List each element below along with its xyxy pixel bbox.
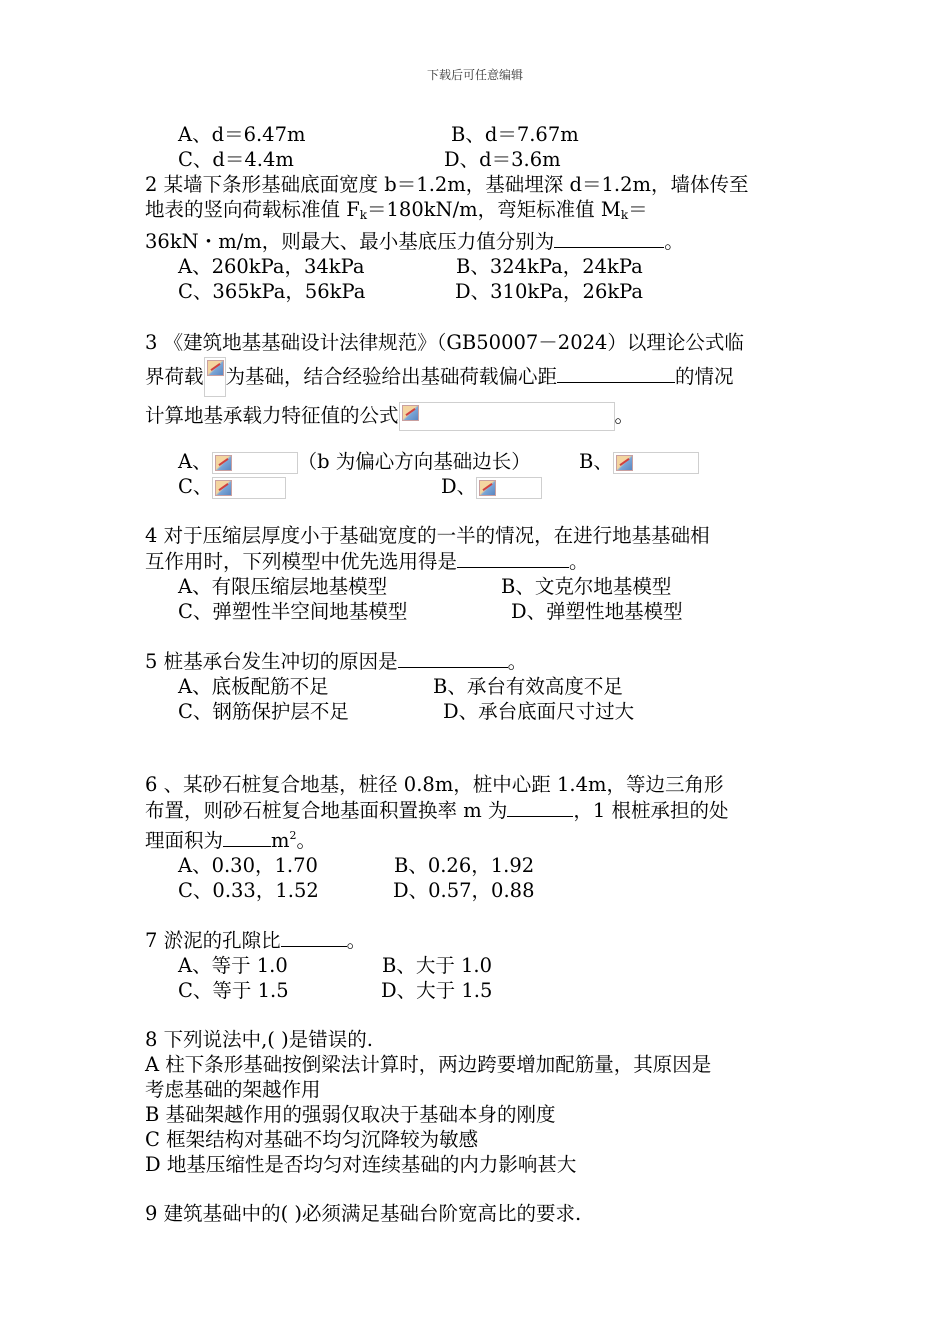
q5-option-b: B、承台有效高度不足 [433,675,623,698]
q4-option-d: D、弹塑性地基模型 [511,600,683,623]
broken-image-icon [215,480,232,496]
q6-option-d: D、0.57，0.88 [393,879,535,902]
q5-options-row2 [145,699,815,724]
q4-option-a: A、有限压缩层地基模型 [178,575,388,598]
answer-blank [223,827,271,847]
q5-option-a: A、底板配筋不足 [178,675,329,698]
q7-option-d: D、大于 1.5 [381,979,493,1002]
q8-text-line1: 8 下列说法中,( )是错误的. [145,1028,373,1051]
answer-blank [557,363,675,383]
q3-options-row1: A、 （b 为偏心方向基础边长） B、 [145,449,815,474]
q8-option-b: B 基础架越作用的强弱仅取决于基础本身的刚度 [145,1103,556,1126]
q7-option-a: A、等于 1.0 [178,954,288,977]
q4-option-c: C、弹塑性半空间地基模型 [178,600,408,623]
q7-options-row1 [145,953,815,978]
option-b-formula-image [613,452,699,474]
q5-option-d: D、承台底面尺寸过大 [443,700,635,723]
broken-image-icon [402,405,419,421]
q8-option-a-line2: 考虑基础的架越作用 [145,1078,321,1101]
q3-option-a-note: （b 为偏心方向基础边长） [297,450,531,473]
q8-option-d: D 地基压缩性是否均匀对连续基础的内力影响甚大 [145,1153,577,1176]
q7-text-line1: 7 淤泥的孔隙比 。 [145,929,367,952]
q9-text-line1: 9 建筑基础中的( )必须满足基础台阶宽高比的要求. [145,1202,582,1225]
q6-text-line1: 6 、某砂石桩复合地基，桩径 0.8m，桩中心距 1.4m，等边三角形 [145,773,724,796]
broken-image-icon [616,455,633,471]
q5-option-c: C、钢筋保护层不足 [178,700,349,723]
formula-image [204,357,226,397]
q2-text-line2: 地表的竖向荷载标准值 $F_k=180kN/m$，弯矩标准值 $M_k=$ [145,198,648,222]
q4-options-row2 [145,599,815,624]
answer-blank [554,228,664,248]
answer-blank [507,797,573,817]
q2-options-row2 [145,279,815,304]
q2-options-row1 [145,254,815,279]
q3-options-row2: C、 D、 [145,474,815,499]
q2-text-line3: 36kN・m/m，则最大、最小基底压力值分别为 。 [145,230,684,253]
q3-text-line3: 计算地基承载力特征值的公式 。 [145,397,815,435]
option-a-formula-image [212,452,298,474]
q2-option-b: B、324kPa，24kPa [456,255,643,278]
q4-text-line1: 4 对于压缩层厚度小于基础宽度的一半的情况，在进行地基基础相 [145,524,710,547]
q6-option-a: A、0.30，1.70 [178,854,318,877]
q3-text-line1: 3 《建筑地基基础设计法律规范》（GB50007－2024）以理论公式临 [145,331,744,354]
q1-options-row2 [145,147,815,172]
broken-image-icon [215,455,232,471]
q7-options-row2 [145,978,815,1003]
q7-option-c: C、等于 1.5 [178,979,289,1002]
q6-text-line3: 理面积为 $m^2$。 [145,829,317,852]
q6-option-b: B、0.26，1.92 [394,854,535,877]
answer-blank [398,648,508,668]
q7-option-b: B、大于 1.0 [382,954,493,977]
q6-text-line2: 布置，则砂石桩复合地基面积置换率 m 为 ，1 根桩承担的处 [145,799,729,822]
q2-option-c: C、365kPa，56kPa [178,280,366,303]
q8-option-c: C 框架结构对基础不均匀沉降较为敏感 [145,1128,479,1151]
q1-options-row1 [145,122,815,147]
option-c-formula-image [212,477,286,499]
broken-image-icon [479,480,496,496]
q4-options-row1 [145,574,815,599]
q6-options-row1 [145,853,815,878]
formula-image [399,402,615,431]
page-header: 下载后可任意编辑 [426,68,523,82]
q1-option-b: B、d＝7.67m [451,123,579,146]
q1-option-d: D、d＝3.6m [444,148,561,171]
q6-options-row2 [145,878,815,903]
q1-option-a: A、d＝6.47m [178,123,306,146]
q4-text-line2: 互作用时，下列模型中优先选用得是 。 [145,550,589,573]
q3-text-line2: 界荷载 为基础，结合经验给出基础荷载偏心距 的情况 [145,357,815,397]
option-d-formula-image [476,477,542,499]
answer-blank [281,927,347,947]
q1-option-c: C、d＝4.4m [178,148,294,171]
q4-option-b: B、文克尔地基模型 [501,575,672,598]
document-body [145,122,815,1226]
q5-text-line1: 5 桩基承台发生冲切的原因是 。 [145,650,528,673]
q6-option-c: C、0.33，1.52 [178,879,319,902]
q5-options-row1 [145,674,815,699]
q2-option-a: A、260kPa，34kPa [178,255,365,278]
q2-text-line1: 2 某墙下条形基础底面宽度 b＝1.2m，基础埋深 d＝1.2m，墙体传至 [145,173,749,196]
q2-option-d: D、310kPa，26kPa [455,280,644,303]
broken-image-icon [207,360,224,376]
q8-option-a-line1: A 柱下条形基础按倒梁法计算时，两边跨要增加配筋量，其原因是 [145,1053,712,1076]
answer-blank [457,548,569,568]
